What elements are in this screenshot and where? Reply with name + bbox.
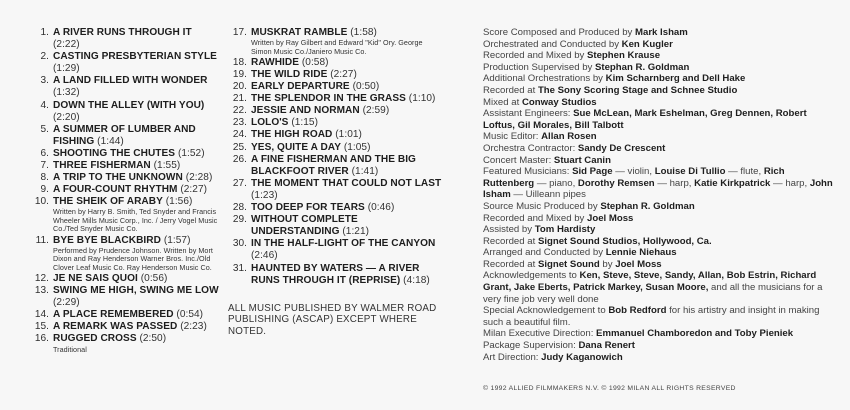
track-title: WITHOUT COMPLETE UNDERSTANDING [251,214,358,238]
credit-name: Judy Kaganowich [541,351,623,363]
credit-role: Production Supervised by [483,61,593,73]
credit-role: Special Acknowledgement to [483,305,606,317]
track-number: 6. [40,147,49,159]
track-number: 27. [232,177,247,189]
track-item [30,124,220,148]
credit-line [483,62,838,74]
track-item [30,27,220,51]
track-title: THE HIGH ROAD [251,129,333,141]
credit-text: and all the musicians for a very fine job very well done [483,282,823,305]
track-item [228,81,443,93]
track-number: 5. [40,123,49,135]
credit-role: Additional Orchestrations by [483,73,603,85]
track-body [53,27,220,51]
track-item [228,154,443,178]
credit-line [483,143,838,155]
track-item [30,100,220,124]
track-duration: (1:23) [251,189,278,201]
track-item [228,238,443,262]
credit-name: Tom Hardisty [534,224,596,236]
track-duration: (1:58) [350,27,377,38]
track-duration: (2:27) [330,69,357,80]
track-number: 3. [40,75,49,87]
track-duration: (2:29) [53,297,80,309]
credit-role: Concert Master: [483,154,552,166]
credit-name: Ken, Steve, Steve, Sandy, Allan, Bob Estrin, Richard Grant, Jake Eberts, Patrick Markey, Susan Moore, [483,270,817,294]
credit-role: Source Music Produced by [483,200,598,212]
credit-name: Louise Di Tullio [654,166,726,178]
track-body [53,273,220,285]
track-credit-note: Written by Ray Gilbert and Edward "Kid" Ory. George Simon Music Co./Janiero Music Co. [251,38,423,56]
credit-line [483,236,838,248]
track-item [30,184,220,196]
track-item [30,273,220,285]
track-duration: (2:27) [180,184,208,196]
track-body [251,69,443,81]
track-body [53,148,220,160]
credit-line [483,270,838,305]
track-item [30,75,220,99]
track-duration: (1:21) [342,226,370,238]
track-list-1 [30,27,220,355]
credit-name: Conway Studios [521,96,597,108]
credit-line [483,39,838,51]
credit-name: Stephan R. Goldman [595,61,690,73]
track-number: 12. [34,272,49,284]
credit-name: John Isham [483,177,833,201]
track-body [53,333,220,355]
track-title: JESSIE AND NORMAN [251,105,360,117]
credit-role: Assisted by [483,224,533,236]
track-title: A TRIP TO THE UNKNOWN [53,172,183,184]
track-item [228,105,443,117]
track-item [228,93,443,105]
track-body [53,75,220,99]
track-number: 8. [40,172,49,184]
track-duration: (1:05) [343,141,371,153]
track-item [30,51,220,75]
track-number: 22. [232,105,247,117]
track-body [251,238,443,262]
track-body [53,285,220,309]
track-body [251,81,443,93]
credit-line [483,108,838,131]
credit-line [483,247,838,259]
credit-name: Dana Renert [578,340,635,352]
track-item [30,172,220,184]
track-title: SWING ME HIGH, SWING ME LOW [53,285,219,297]
track-number: 19. [232,69,247,80]
track-number: 2. [40,51,49,63]
track-item [228,214,443,238]
track-duration: (2:46) [251,250,278,262]
track-body [251,202,443,214]
track-number: 9. [40,184,49,196]
track-duration: (1:52) [177,147,205,159]
track-body [251,178,443,202]
track-body [53,184,220,196]
track-item [228,27,443,57]
track-item [228,142,443,154]
credit-name: The Sony Scoring Stage and Schnee Studio [537,84,738,96]
track-body [53,309,220,321]
track-body [53,124,220,148]
credit-role: Recorded and Mixed by [483,212,585,224]
credit-text: by [599,258,616,270]
track-credit-note: Written by Harry B. Smith, Ted Snyder and Francis Wheeler Mills Music Corp., Inc. / Jerry Vogel Music Co./Ted Snyder Music Co. [53,207,218,234]
credit-name: Rich Ruttenberg [483,166,785,189]
track-number: 16. [34,333,49,345]
credit-line [483,201,838,213]
credit-role: Assistant Engineers: [483,108,571,120]
track-title: RUGGED CROSS [53,333,137,345]
track-item [30,148,220,160]
track-title: A LAND FILLED WITH WONDER [53,75,208,87]
track-number: 1. [40,27,49,38]
track-item [30,196,220,234]
credit-role: Recorded at [483,258,536,270]
track-number: 18. [232,56,247,68]
credit-name: Signet Sound Studios, Hollywood, Ca. [537,235,712,247]
track-title: HAUNTED BY WATERS — A RIVER RUNS THROUGH IT (REPRISE) [251,262,420,286]
track-number: 15. [34,321,49,333]
track-duration: (1:29) [53,63,80,75]
track-duration: (1:32) [53,87,80,99]
credit-role: Mixed at [483,96,520,108]
track-title: CASTING PRESBYTERIAN STYLE [53,51,217,63]
track-number: 29. [232,214,247,226]
track-list-2 [228,27,443,287]
credit-line [483,155,838,167]
track-body [53,196,220,234]
track-item [228,57,443,69]
track-title: SHOOTING THE CHUTES [53,147,176,159]
track-body [251,117,443,129]
credit-line [483,352,838,364]
track-body [53,51,220,75]
track-number: 4. [40,99,49,111]
credit-line [483,166,838,201]
track-body [251,154,443,178]
track-item [30,321,220,333]
track-title: LOLO'S [251,117,289,129]
credit-role: Recorded at [483,84,536,96]
track-title: A REMARK WAS PASSED [53,321,178,333]
track-item [228,129,443,141]
track-item [228,263,443,287]
track-duration: (4:18) [403,274,430,286]
credit-line [483,27,838,39]
track-number: 7. [40,160,49,172]
track-body [53,160,220,172]
track-number: 10. [34,196,49,208]
track-title: THREE FISHERMAN [53,160,151,172]
credit-name: Stuart Canin [553,154,611,166]
track-number: 28. [232,202,247,214]
credit-text: — Uilleann pipes [510,189,586,201]
credit-name: Allan Rosen [541,131,597,143]
credit-name: Joel Moss [615,258,662,270]
track-credit-note: Performed by Prudence Johnson. Written by Mort Dixon and Ray Henderson Warner Bros. Inc./Old Clover Leaf Music Co. Ray Henderson Music Co. [53,245,213,272]
track-duration: (0:50) [352,81,380,93]
track-duration: (0:54) [176,309,204,321]
track-duration: (1:44) [97,135,124,147]
track-number: 13. [34,285,49,297]
credit-text: — flute, [725,166,764,178]
track-title: A FOUR-COUNT RHYTHM [53,184,178,196]
track-number: 23. [232,117,247,129]
credit-line [483,340,838,352]
credit-role: Milan Executive Direction: [483,328,594,340]
track-body [251,57,443,69]
track-item [228,202,443,214]
track-title: TOO DEEP FOR TEARS [251,202,365,214]
track-duration: (2:59) [362,105,390,117]
track-duration: (1:10) [408,93,436,105]
credit-name: Katie Kirkpatrick [694,177,771,189]
track-duration: (1:55) [153,160,181,172]
track-item [30,285,220,309]
track-title: A FINE FISHERMAN AND THE BIG BLACKFOOT RIVER [251,153,416,177]
credit-role: Orchestrated and Conducted by [483,38,619,50]
track-duration: (0:56) [140,272,168,284]
track-number: 25. [232,141,247,153]
credit-name: Stephen Krause [587,50,661,62]
track-duration: (2:28) [185,172,213,184]
track-duration: (2:22) [53,39,80,51]
track-title: BYE BYE BLACKBIRD [53,234,161,246]
publishing-notice: ALL MUSIC PUBLISHED BY WALMER ROAD PUBLISHING (ASCAP) EXCEPT WHERE NOTED. [228,302,437,338]
track-number: 26. [232,153,247,165]
credit-name: Joel Moss [587,212,634,224]
track-body [53,100,220,124]
track-title: THE WILD RIDE [251,69,328,80]
credit-text: for his artistry and insight in making such a beautiful film. [483,305,820,328]
track-title: THE SPLENDOR IN THE GRASS [251,93,406,105]
credit-role: Featured Musicians: [483,166,570,178]
track-title: THE MOMENT THAT COULD NOT LAST [251,177,442,189]
track-list-column-2 [228,27,443,338]
track-title: A SUMMER OF LUMBER AND FISHING [53,123,196,147]
track-duration: (1:01) [335,129,362,141]
credit-name: Kim Scharnberg and Dell Hake [605,73,746,85]
track-duration: (1:57) [163,234,191,246]
credit-role: Recorded at [483,235,536,247]
track-number: 20. [232,81,247,93]
credit-role: Acknowledgements to [483,270,577,282]
track-title: YES, QUITE A DAY [251,141,341,153]
track-list-column-1 [30,27,220,355]
track-duration: (2:20) [53,111,80,123]
track-duration: (2:23) [180,321,207,333]
credit-name: Sandy De Crescent [577,142,666,154]
credits-column [483,27,838,363]
track-item [30,235,220,273]
credit-name: Emmanuel Chamboredon and Toby Pieniek [596,328,794,340]
credit-text: — violin, [612,166,655,178]
track-body [251,263,443,287]
track-item [228,69,443,81]
track-item [30,309,220,321]
copyright-notice: © 1992 ALLIED FILMMAKERS N.V. © 1992 MILAN ALL RIGHTS RESERVED [483,385,736,392]
track-credit-note: Traditional [53,344,87,354]
track-title: THE SHEIK OF ARABY [53,196,163,208]
track-body [53,172,220,184]
track-item [30,333,220,355]
track-body [251,129,443,141]
track-duration: (0:46) [367,202,395,214]
track-title: A PLACE REMEMBERED [53,309,174,321]
credit-role: Package Supervision: [483,340,576,352]
credit-name: Signet Sound [537,258,600,270]
credit-name: Stephan R. Goldman [600,200,695,212]
track-title: A RIVER RUNS THROUGH IT [53,27,192,38]
track-duration: (2:50) [139,333,167,345]
track-number: 31. [232,262,247,274]
track-title: DOWN THE ALLEY (WITH YOU) [53,99,205,111]
credit-line [483,213,838,225]
credit-line [483,131,838,143]
track-duration: (1:56) [165,196,193,208]
track-duration: (1:15) [291,117,318,129]
credit-line [483,50,838,62]
credit-text: — harp, [770,177,810,189]
track-title: IN THE HALF-LIGHT OF THE CANYON [251,238,436,250]
track-title: JE NE SAIS QUOI [53,272,138,284]
credit-name: Lennie Niehaus [605,247,677,259]
track-number: 11. [35,234,49,246]
track-item [228,178,443,202]
track-title: MUSKRAT RAMBLE [251,27,348,38]
credit-line [483,305,838,328]
credit-name: Mark Isham [635,27,688,38]
track-number: 30. [232,238,247,250]
track-body [251,27,443,57]
credit-name: Sid Page [572,166,613,178]
track-title: RAWHIDE [251,56,300,68]
credit-name: Dorothy Remsen [577,177,655,189]
credit-line [483,224,838,236]
track-body [53,235,220,273]
track-number: 17. [232,27,247,38]
credit-name: Bob Redford [608,305,667,317]
track-duration: (1:41) [351,165,379,177]
track-title: EARLY DEPARTURE [251,81,350,93]
track-duration: (0:58) [301,56,329,68]
track-body [251,93,443,105]
credit-name: Sue McLean, Mark Eshelman, Greg Dennen, Robert Loftus, Gil Morales, Bill Talbott [483,108,807,131]
credit-role: Art Direction: [483,351,539,363]
track-body [251,214,443,238]
credit-role: Orchestra Contractor: [483,142,576,154]
track-body [251,105,443,117]
credit-role: Score Composed and Produced by [483,27,633,38]
track-body [251,142,443,154]
credit-text: — harp, [654,177,695,189]
credit-line [483,97,838,109]
credit-text: — piano, [534,177,578,189]
credit-line [483,85,838,97]
track-item [228,117,443,129]
credit-name: Ken Kugler [621,38,673,50]
track-number: 14. [34,309,49,321]
track-item [30,160,220,172]
track-number: 24. [232,129,247,141]
track-body [53,321,220,333]
credit-line [483,328,838,340]
credit-role: Music Editor: [483,131,539,143]
credit-role: Recorded and Mixed by [483,50,585,62]
credit-line [483,73,838,85]
track-number: 21. [232,93,247,105]
credit-role: Arranged and Conducted by [483,247,604,259]
credit-line [483,259,838,271]
